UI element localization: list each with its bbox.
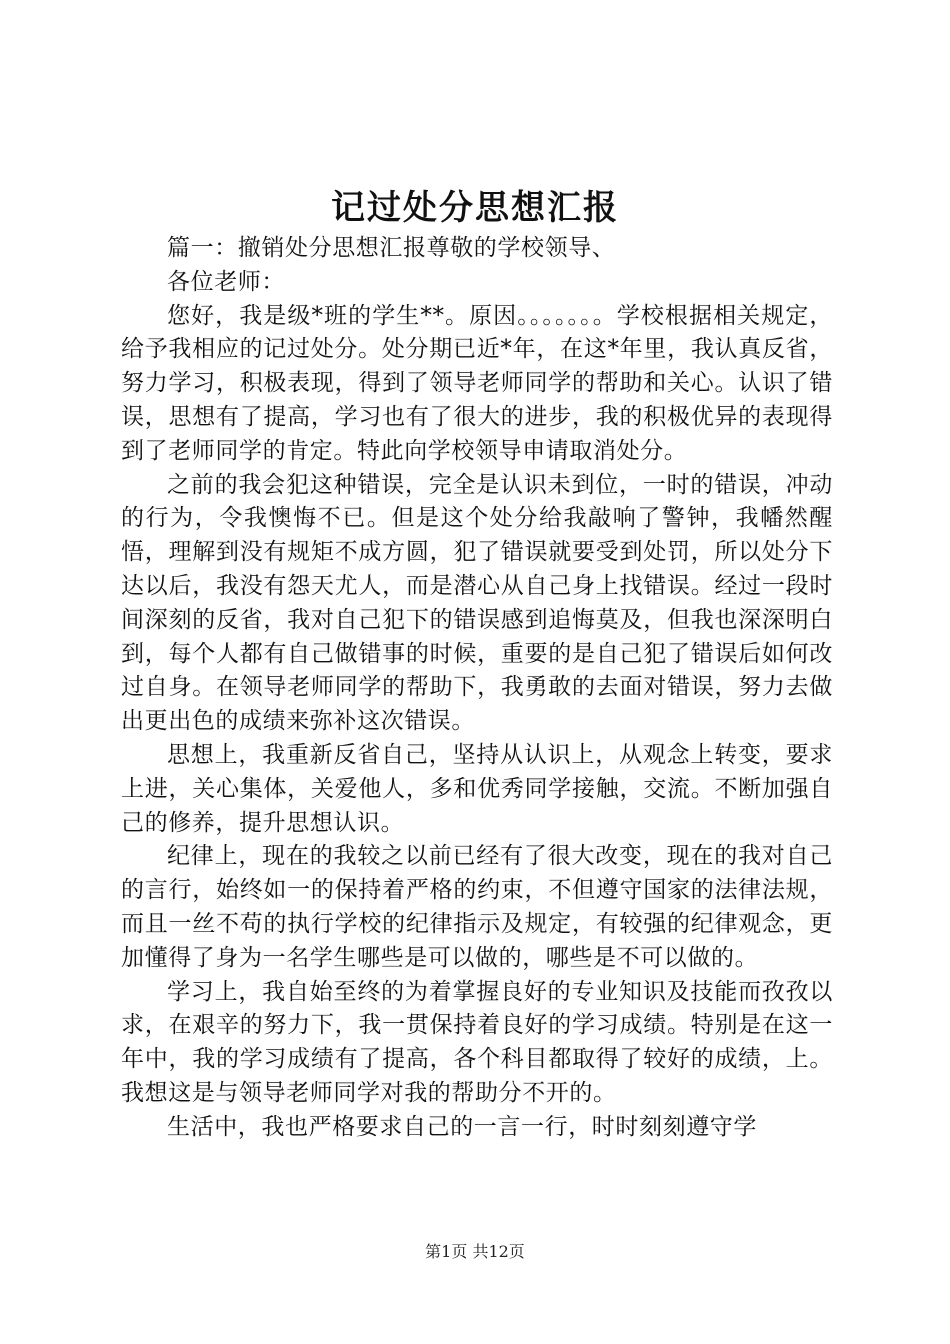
document-title: 记过处分思想汇报: [331, 188, 619, 228]
paragraph-intro: 您好，我是级*班的学生**。原因。。。。。。。学校根据相关规定，给予我相应的记过处分。处分期已近*年，在这*年里，我认真反省，努力学习，积极表现，得到了领导老师同学的帮助和关心。认识了错误，思想有了提高，学习也有了很大的进步，我的积极优异的表现得到了老师同学的肯定。特此向学校领导申请取消处分。: [121, 302, 833, 464]
paragraph-study: 学习上，我自始至终的为着掌握良好的专业知识及技能而孜孜以求，在艰辛的努力下，我一贯保持着良好的学习成绩。特别是在这一年中，我的学习成绩有了提高，各个科目都取得了较好的成绩，上。我想这是与领导老师同学对我的帮助分不开的。: [121, 978, 833, 1106]
paragraph-life: 生活中，我也严格要求自己的一言一行，时时刻刻遵守学: [167, 1113, 757, 1140]
paragraph-discipline: 纪律上，现在的我较之以前已经有了很大改变，现在的我对自己的言行，始终如一的保持着严格的约束，不但遵守国家的法律法规，而且一丝不苟的执行学校的纪律指示及规定，有较强的纪律观念，更加懂得了身为一名学生哪些是可以做的，哪些是不可以做的。: [121, 843, 833, 971]
document-body: [121, 232, 833, 1145]
paragraph-thought: 思想上，我重新反省自己，坚持从认识上，从观念上转变，要求上进，关心集体，关爱他人，多和优秀同学接触，交流。不断加强自己的修养，提升思想认识。: [121, 741, 833, 836]
paragraph-salutation: 各位老师：: [167, 268, 285, 295]
paragraph-heading-line: 篇一：撤销处分思想汇报尊敬的学校领导、: [167, 235, 616, 261]
page-number-footer: 第1页 共12页: [425, 1242, 525, 1261]
paragraph-reflection: 之前的我会犯这种错误，完全是认识未到位，一时的错误，冲动的行为，令我懊悔不已。但是这个处分给我敲响了警钟，我幡然醒悟，理解到没有规矩不成方圆，犯了错误就要受到处罚，所以处分下达以后，我没有怨天尤人，而是潜心从自己身上找错误。经过一段时间深刻的反省，我对自己犯下的错误感到追悔莫及，但我也深深明白到，每个人都有自己做错事的时候，重要的是自己犯了错误后如何改过自身。在领导老师同学的帮助下，我勇敢的去面对错误，努力去做出更出色的成绩来弥补这次错误。: [121, 471, 833, 735]
